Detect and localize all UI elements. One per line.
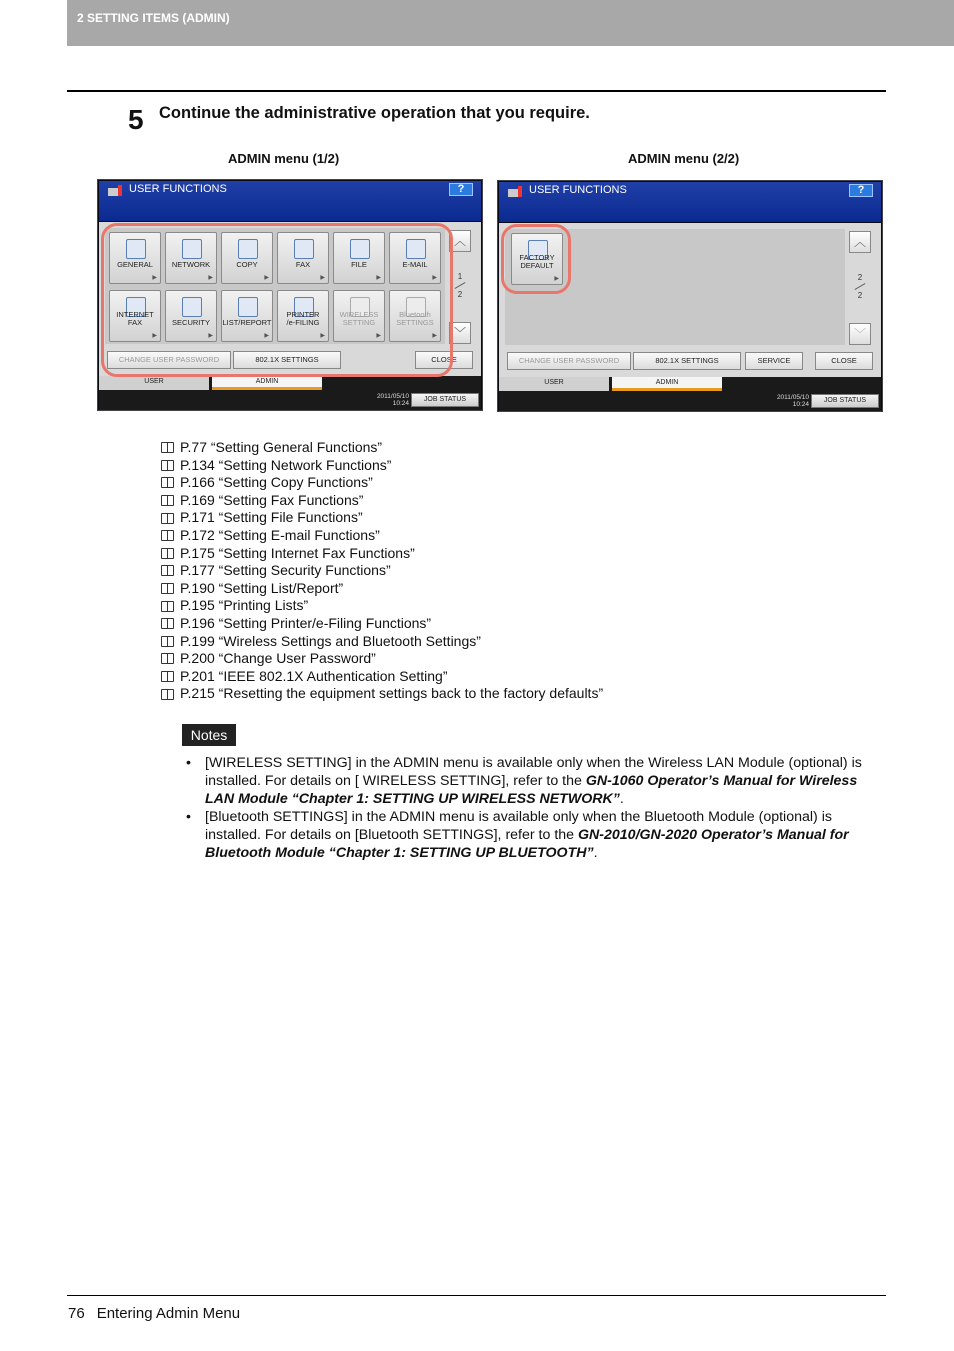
tab-admin[interactable]: ADMIN [212,376,322,390]
notes-list [186,754,881,862]
caption-admin-menu-2: ADMIN menu (2/2) [628,151,740,166]
network-label: NETWORK [171,260,211,269]
reference-text: P.169 “Setting Fax Functions” [180,491,364,508]
list-item[interactable] [161,668,603,686]
reference-text: P.134 “Setting Network Functions” [180,456,392,473]
reference-text: P.166 “Setting Copy Functions” [180,474,373,491]
job-status-button[interactable]: JOB STATUS [411,393,479,407]
reference-text: P.196 “Setting Printer/e-Filing Functions” [180,614,432,631]
list-item[interactable] [161,580,603,598]
list-item[interactable] [161,562,603,580]
bullet: • [186,809,191,825]
list-item[interactable] [161,597,603,615]
page-total: 2 [857,291,863,300]
reference-text: P.175 “Setting Internet Fax Functions” [180,544,415,561]
email-label: E-MAIL [402,260,428,269]
book-icon [161,583,174,594]
step-number: 5 [128,104,144,135]
reference-text: P.195 “Printing Lists” [180,597,309,614]
time: 10:24 [392,400,409,407]
page-current: 1 [457,272,463,281]
date: 2011/05/10 [776,394,809,401]
bullet: • [186,755,191,771]
page-footer [68,1305,240,1322]
book-icon [161,636,174,647]
bottom-rule [67,1295,886,1296]
list-item[interactable] [161,439,603,457]
chevron-down-icon: ﹀ [453,326,466,340]
chevron-up-icon: ︿ [853,235,866,249]
date: 2011/05/10 [376,393,409,400]
page-divider [455,282,466,289]
printer-efiling-label: PRINTER /e-FILING [286,310,320,327]
security-label: SECURITY [172,318,210,327]
mode-tabs [499,377,881,391]
note-item [186,754,881,808]
page-divider [855,283,866,290]
note-end: . [619,791,624,807]
highlight-frame [501,224,571,294]
change-password-button[interactable]: CHANGE USER PASSWORD [507,352,631,370]
reference-text: P.190 “Setting List/Report” [180,579,344,596]
arrow-icon: ▶ [432,275,437,281]
general-label: GENERAL [117,260,153,269]
top-rule [67,90,886,92]
reference-text: P.201 “IEEE 802.1X Authentication Setting” [180,667,448,684]
ieee-8021x-button[interactable]: 802.1X SETTINGS [233,351,341,369]
factory-default-label: FACTORY DEFAULT [519,253,555,270]
page-number: 76 [68,1305,85,1322]
arrow-icon: ▶ [320,333,325,339]
mode-tabs [99,376,481,390]
book-icon [161,601,174,612]
book-icon [161,477,174,488]
copy-label: COPY [236,260,258,269]
list-item[interactable] [161,615,603,633]
tab-user[interactable]: USER [99,376,209,390]
screen-title: USER FUNCTIONS [129,183,227,195]
arrow-icon: ▶ [152,275,157,281]
list-item[interactable] [161,685,603,703]
file-label: FILE [351,260,367,269]
scroll-up-button[interactable] [849,231,871,253]
user-functions-icon [107,184,123,197]
arrow-icon: ▶ [208,333,213,339]
tab-user[interactable]: USER [499,377,609,391]
admin-menu-screen-2 [497,180,883,412]
scroll-down-button[interactable] [849,323,871,345]
list-item[interactable] [161,457,603,475]
status-bar [99,390,481,410]
reference-text: P.200 “Change User Password” [180,650,376,667]
chevron-up-icon: ︿ [453,234,466,248]
time: 10:24 [792,401,809,408]
service-button[interactable]: SERVICE [745,352,803,370]
arrow-icon: ▶ [208,275,213,281]
status-bar [499,391,881,411]
list-report-label: LIST/REPORT [222,318,272,327]
book-icon [161,565,174,576]
page-current: 2 [857,273,863,282]
list-item[interactable] [161,474,603,492]
title-bar [99,181,481,221]
reference-text: P.199 “Wireless Settings and Bluetooth Settings” [180,632,481,649]
wireless-setting-label: WIRELESS SETTING [339,310,379,327]
arrow-icon: ▶ [152,333,157,339]
highlight-frame [101,223,453,377]
change-password-button[interactable]: CHANGE USER PASSWORD [107,351,231,369]
arrow-icon: ▶ [320,275,325,281]
help-button[interactable]: ? [449,183,473,196]
book-icon [161,530,174,541]
list-item[interactable] [161,527,603,545]
reference-text: P.171 “Setting File Functions” [180,509,363,526]
note-item [186,808,881,862]
list-item[interactable] [161,633,603,651]
arrow-icon: ▶ [264,333,269,339]
book-icon [161,689,174,700]
bluetooth-settings-label: Bluetooth SETTINGS [396,310,434,327]
book-icon [161,618,174,629]
arrow-icon: ▶ [264,275,269,281]
title-bar [499,182,881,222]
book-icon [161,513,174,524]
arrow-icon: ▶ [554,276,559,282]
note-end: . [593,845,598,861]
arrow-icon: ▶ [376,333,381,339]
fax-label: FAX [295,260,311,269]
list-item[interactable] [161,650,603,668]
caption-admin-menu-1: ADMIN menu (1/2) [228,151,340,166]
help-button[interactable]: ? [849,184,873,197]
footer-title: Entering Admin Menu [96,1305,241,1322]
page-total: 2 [457,290,463,299]
arrow-icon: ▶ [376,275,381,281]
book-icon [161,460,174,471]
reference-text: P.172 “Setting E-mail Functions” [180,526,380,543]
reference-list [161,439,603,703]
book-icon [161,653,174,664]
step-text: Continue the administrative operation that you require. [159,104,590,122]
list-item[interactable] [161,492,603,510]
note-text: [WIRELESS SETTING] in the ADMIN menu is available only when the Wireless LAN Module (optional) is installed. For details on [ WIRELESS SETTING], refer to the [205,755,862,789]
list-item[interactable] [161,509,603,527]
book-icon [161,671,174,682]
close-button[interactable]: CLOSE [815,352,873,370]
reference-text: P.77 “Setting General Functions” [180,439,383,455]
user-functions-icon [507,185,523,198]
book-icon [161,442,174,453]
reference-text: P.177 “Setting Security Functions” [180,562,391,579]
book-icon [161,495,174,506]
arrow-icon: ▶ [432,333,437,339]
tab-admin[interactable]: ADMIN [612,377,722,391]
notes-tag: Notes [182,724,236,746]
close-button[interactable]: CLOSE [415,351,473,369]
job-status-button[interactable]: JOB STATUS [811,394,879,408]
ieee-8021x-button[interactable]: 802.1X SETTINGS [633,352,741,370]
manual-reference: GN-2010/GN-2020 Operator’s Manual for Bluetooth Module “Chapter 1: SETTING UP BLUETOOTH” [205,827,849,861]
reference-text: P.215 “Resetting the equipment settings back to the factory defaults” [180,685,604,702]
note-text: [Bluetooth SETTINGS] in the ADMIN menu is available only when the Bluetooth Module (optional) is installed. For details on [Bluetooth SETTINGS], refer to the [205,809,832,843]
list-item[interactable] [161,545,603,563]
book-icon [161,548,174,559]
section-header [67,0,954,46]
chevron-down-icon: ﹀ [853,327,866,341]
admin-menu-screen-1 [97,179,483,411]
manual-reference: GN-1060 Operator’s Manual for Wireless LAN Module “Chapter 1: SETTING UP WIRELESS NETWORK” [205,773,858,807]
screen-title: USER FUNCTIONS [529,184,627,196]
internet-fax-label: INTERNET FAX [116,310,154,327]
section-title: 2 SETTING ITEMS (ADMIN) [77,11,230,25]
